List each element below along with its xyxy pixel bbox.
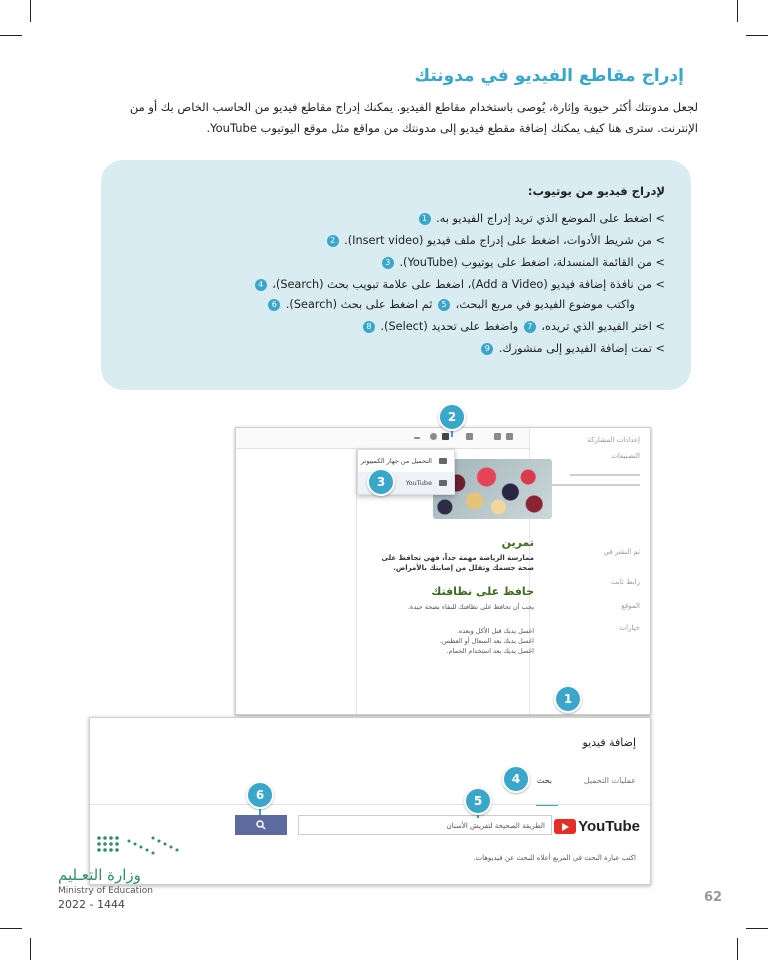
dialog-hint: اكتب عبارة البحث في المربع أعلاه للبحث عن فيديوهات.: [473, 854, 636, 862]
callout-6: 6: [246, 781, 274, 809]
step-number-badge: 8: [363, 321, 375, 333]
youtube-wordmark: YouTube: [578, 818, 640, 835]
text-color-icon[interactable]: [506, 433, 513, 440]
dropdown-item-upload[interactable]: [358, 450, 454, 472]
post-bullet: اغسل يديك قبل الأكل وبعده.: [456, 627, 534, 635]
link-icon[interactable]: [494, 433, 501, 440]
step-text: من شريط الأدوات، اضغط على إدراج ملف فيديو (Insert video).: [344, 234, 652, 247]
dialog-title: إضافة فيديو: [582, 736, 636, 749]
step-2: > من شريط الأدوات، اضغط على إدراج ملف فيديو (Insert video). 2: [120, 230, 665, 252]
post-bullet: اغسل يديك بعد استخدام الحمام.: [446, 647, 534, 655]
callout-1: 1: [554, 685, 582, 713]
search-button[interactable]: [235, 815, 287, 835]
callout-2: 2: [438, 403, 466, 431]
step-number-badge: 9: [481, 343, 493, 355]
page-number: 62: [704, 890, 723, 905]
post-heading: حافظ على نظافتك: [431, 585, 534, 598]
step-4: > من نافذة إضافة فيديو (Add a Video)، اضغط على علامة تبويب بحث (Search)، 4: [120, 274, 665, 296]
dropdown-item-label: التحميل من جهاز الكمبيوتر: [360, 457, 432, 465]
step-number-badge: 1: [419, 213, 431, 225]
crop-mark: [737, 938, 738, 960]
tab-search[interactable]: بحث: [536, 776, 552, 785]
emoji-icon[interactable]: [430, 433, 437, 440]
step-number-badge: 3: [382, 257, 394, 269]
editor-left-margin: [236, 448, 357, 714]
step-number-badge: 4: [255, 279, 267, 291]
step-text: اختر الفيديو الذي تريده،: [541, 320, 652, 333]
edition-year: 2022 - 1444: [58, 898, 125, 911]
step-text: واكتب موضوع الفيديو في مربع البحث،: [455, 298, 635, 311]
crop-mark: [30, 938, 31, 960]
step-number-badge: 2: [327, 235, 339, 247]
step-text: تمت إضافة الفيديو إلى منشورك.: [498, 342, 652, 355]
crop-mark: [0, 35, 22, 36]
cloud-upload-icon: [439, 458, 447, 464]
step-text: من نافذة إضافة فيديو (Add a Video)، اضغط على علامة تبويب بحث (Search)،: [272, 278, 652, 291]
more-icon[interactable]: [414, 437, 420, 439]
youtube-logo: [554, 818, 640, 835]
step-7-8: > اختر الفيديو الذي تريده، 7 واضغط على تحديد (Select). 8: [120, 316, 665, 338]
sidebar-item-options[interactable]: خيارات: [619, 624, 640, 632]
sidebar-item-location[interactable]: الموقع: [621, 602, 640, 610]
step-text: اضغط على الموضع الذي تريد إدراج الفيديو به.: [436, 212, 652, 225]
post-heading: تمرين: [501, 536, 534, 549]
page-title: إدراج مقاطع الفيديو في مدونتك: [414, 66, 684, 86]
intro-line: الإنترنت. سترى هنا كيف يمكنك إضافة مقطع فيديو إلى مدونتك من مواقع مثل موقع اليوتيوب YouTube.: [206, 121, 698, 135]
sidebar-item-permalink[interactable]: رابط ثابت: [610, 578, 640, 586]
step-5-6: [120, 294, 665, 316]
crop-mark: [737, 0, 738, 22]
dropdown-item-label: YouTube: [405, 479, 432, 487]
intro-paragraph: [68, 97, 698, 139]
sidebar-item-post-settings[interactable]: إعدادات المشاركة: [587, 436, 640, 444]
step-text: ثم اضغط على بحث (Search).: [285, 298, 433, 311]
crop-mark: [0, 928, 22, 929]
sidebar-item-published[interactable]: تم النشر في: [603, 548, 640, 556]
post-paragraph: يجب أن تحافظ على نظافتك للبقاء بصحة جيدة.: [407, 603, 534, 611]
search-icon: [235, 815, 287, 835]
step-number-badge: 6: [268, 299, 280, 311]
blogger-editor-screenshot: [235, 427, 651, 715]
instructions-heading: لإدراج فيديو من يوتيوب:: [527, 184, 665, 198]
callout-5: 5: [464, 787, 492, 815]
crop-mark: [746, 35, 768, 36]
ministry-name-english: Ministry of Education: [58, 886, 153, 896]
sidebar-placeholder-line: [570, 474, 640, 476]
step-text: واضغط على تحديد (Select).: [380, 320, 519, 333]
crop-mark: [30, 0, 31, 22]
step-number-badge: 5: [438, 299, 450, 311]
post-bullet: اغسل يديك بعد السعال أو العطس.: [439, 637, 534, 645]
callout-4: 4: [502, 765, 530, 793]
post-paragraph: ممارسة الرياضة مهمة جداً، فهي تحافظ على صحة جسمك وتقلل من إصابتك بالأمراض.: [381, 554, 534, 572]
sidebar-item-labels[interactable]: التصنيفات: [611, 452, 640, 460]
tab-uploads[interactable]: عمليات التحميل: [583, 776, 636, 785]
sidebar-placeholder-line: [550, 484, 640, 486]
ministry-logo-icon: [95, 830, 185, 860]
step-1: > اضغط على الموضع الذي تريد إدراج الفيديو به. 1: [120, 208, 665, 230]
youtube-play-icon: [554, 819, 576, 834]
intro-line: لجعل مدونتك أكثر حيوية وإثارة، يُوصى باستخدام مقاطع الفيديو. يمكنك إدراج مقاطع فيديو من الحاسب الخاص بك أو من: [129, 100, 698, 114]
post-body[interactable]: [364, 536, 534, 656]
image-icon[interactable]: [466, 433, 473, 440]
insert-video-icon[interactable]: [442, 433, 449, 440]
ministry-name-arabic: وزارة التعـليم: [58, 866, 141, 884]
video-search-input[interactable]: الطريقة الصحيحة لتفريش الأسنان: [298, 815, 552, 835]
step-3: > من القائمة المنسدلة، اضغط على يوتيوب (YouTube). 3: [120, 252, 665, 274]
step-number-badge: 7: [524, 321, 536, 333]
step-text: من القائمة المنسدلة، اضغط على يوتيوب (YouTube).: [399, 256, 652, 269]
youtube-icon: [439, 480, 447, 486]
divider: [90, 804, 650, 805]
callout-3: 3: [367, 468, 395, 496]
crop-mark: [746, 928, 768, 929]
step-9: > تمت إضافة الفيديو إلى منشورك. 9: [120, 338, 665, 360]
instructions-box: [101, 160, 691, 390]
